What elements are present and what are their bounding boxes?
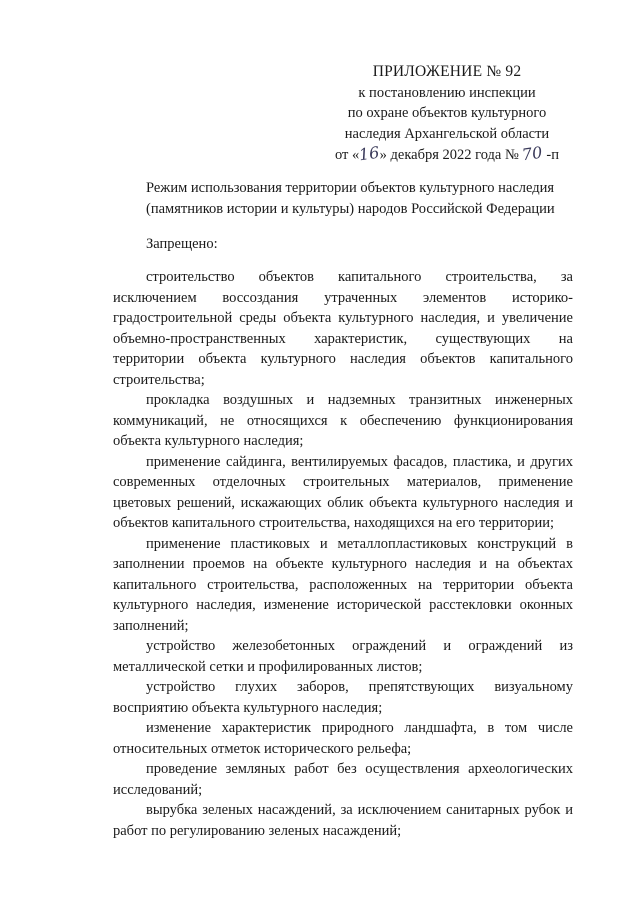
document-heading [146, 178, 586, 219]
appendix-line-3: наследия Архангельской области [344, 125, 550, 142]
date-suffix: -п [542, 147, 560, 163]
prohibition-item: применение пластиковых и металлопластиковых конструкций в заполнении проемов на объекте культурного наследия и на объектах капитального строительства, расположенных на территории объекта культурного наследия, изменение исторической расстекловки оконных заполнений; [113, 535, 573, 634]
prohibition-item: проведение земляных работ без осуществления археологических исследований; [113, 761, 573, 798]
prohibition-item: строительство объектов капитального строительства, за исключением воссоздания утраченных элементов историко-градостроительной среды объекта культурного наследия, и увеличение объемно-пространственных характеристик, существующих на территории объекта культурного наследия объектов капитального строительства; [113, 269, 573, 388]
prohibition-item: устройство железобетонных ограждений и ограждений из металлической сетки и профилированных листов; [113, 638, 573, 675]
heading-line-1: Режим использования территории объектов культурного наследия [146, 180, 555, 196]
handwritten-day: 16 [357, 142, 381, 165]
handwritten-number: 70 [521, 142, 544, 165]
appendix-header [322, 62, 572, 166]
appendix-line-1: к постановлению инспекции [358, 84, 536, 101]
prohibitions-list [113, 267, 573, 841]
appendix-date-line [322, 144, 572, 166]
prohibition-item: изменение характеристик природного ландшафта, в том числе относительных отметок исторического рельефа; [113, 720, 573, 757]
heading-line-2: (памятников истории и культуры) народов Российской Федерации [146, 200, 555, 217]
forbidden-label: Запрещено: [146, 236, 218, 252]
date-prefix: от « [334, 147, 360, 163]
prohibition-item: прокладка воздушных и надземных транзитных инженерных коммуникаций, не относящихся к обеспечению функционирования объекта культурного наследия; [113, 392, 573, 449]
appendix-line-2: по охране объектов культурного [347, 105, 547, 121]
prohibition-item: применение сайдинга, вентилируемых фасадов, пластика, и других современных отделочных строительных материалов, применение цветовых решений, искажающих облик объекта культурного наследия и объектов капитального строительства, находящихся на его территории; [113, 453, 573, 531]
prohibition-item: устройство глухих заборов, препятствующих визуальному восприятию объекта культурного наследия; [113, 679, 573, 716]
date-middle: » декабря 2022 года № [379, 147, 523, 163]
prohibition-item: вырубка зеленых насаждений, за исключением санитарных рубок и работ по регулированию зеленых насаждений; [113, 802, 573, 839]
appendix-title: ПРИЛОЖЕНИЕ № 92 [372, 63, 522, 80]
